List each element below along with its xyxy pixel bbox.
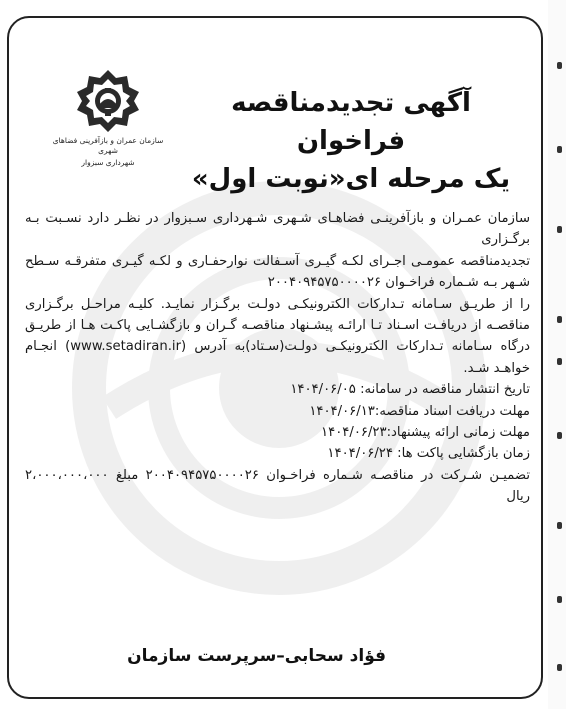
edge-mark	[557, 316, 562, 323]
notice-body	[25, 208, 530, 508]
paragraph-intro: سازمان عمـران و بازآفرینـی فضاهـای شـهری شـهرداری سـبزوار در نظـر دارد نسـبت بـه برگـزاری	[25, 211, 530, 248]
sabzevar-emblem-icon	[71, 68, 145, 134]
title-line1: آگهی تجدیدمناقصه فراخوان	[231, 88, 471, 156]
opening-time-line: زمان بازگشایی پاکت ها: ۱۴۰۴/۰۶/۲۴	[327, 446, 530, 462]
paragraph-subject: تجدیدمناقصه عمومـی اجـرای لکـه گیـری آسـفالت نوارحفـاری و لکـه گیـری متفرقـه سـطح شـهر بـه شـماره فراخـوان ۲۰۰۴۰۹۴۵۷۵۰۰۰۰۲۶	[25, 253, 530, 291]
offer-deadline-line: مهلت زمانی ارائه پیشنهاد:۱۴۰۴/۰۶/۲۳	[321, 425, 530, 441]
logo-caption-line2: شهرداری سبزوار	[81, 158, 135, 167]
edge-mark	[557, 522, 562, 529]
logo-caption-line1: سازمان عمران و بازآفرینی فضاهای شهری	[52, 136, 164, 155]
guarantee-line: تضمیـن شـرکت در مناقصـه شـماره فراخـوان ۲۰۰۴۰۹۴۵۷۵۰۰۰۰۲۶ مبلغ ۲،۰۰۰،۰۰۰،۰۰۰ ریال	[25, 467, 530, 505]
publish-date-line: تاریخ انتشار مناقصه در سامانه: ۱۴۰۴/۰۶/۰۵	[290, 382, 530, 398]
edge-mark	[557, 146, 562, 153]
edge-mark	[557, 664, 562, 671]
notice-title	[181, 84, 521, 198]
edge-mark	[557, 432, 562, 439]
edge-mark	[557, 358, 562, 365]
docs-deadline-line: مهلت دریافت اسناد مناقصه:۱۴۰۴/۰۶/۱۳	[309, 403, 530, 419]
title-line2: یک مرحله ای«نوبت اول»	[191, 164, 511, 194]
organization-logo	[49, 68, 167, 168]
edge-mark	[557, 226, 562, 233]
notice-header	[9, 18, 541, 194]
edge-mark	[557, 62, 562, 69]
edge-mark	[557, 596, 562, 603]
adjacent-page-edge	[548, 0, 566, 709]
notice-frame	[7, 16, 543, 699]
paragraph-procedure: را از طریـق سـامانه تـدارکات الکترونیکـی دولـت برگـزار نمایـد. کلیـه مراحـل برگـزاری مناقصـه از دریافـت اسـناد تـا ارائـه پیشـنهاد مناقصـه گـران و بازگشـایی پاکـت هـا از طریـق درگاه سـامانه تـدارکات الکترونیکـی دولـت(سـتاد)به آدرس (www.setadiran.ir) انجـام خواهـد شـد.	[25, 296, 531, 376]
signature-line: فؤاد سحابی–سرپرست سازمان	[127, 646, 386, 666]
